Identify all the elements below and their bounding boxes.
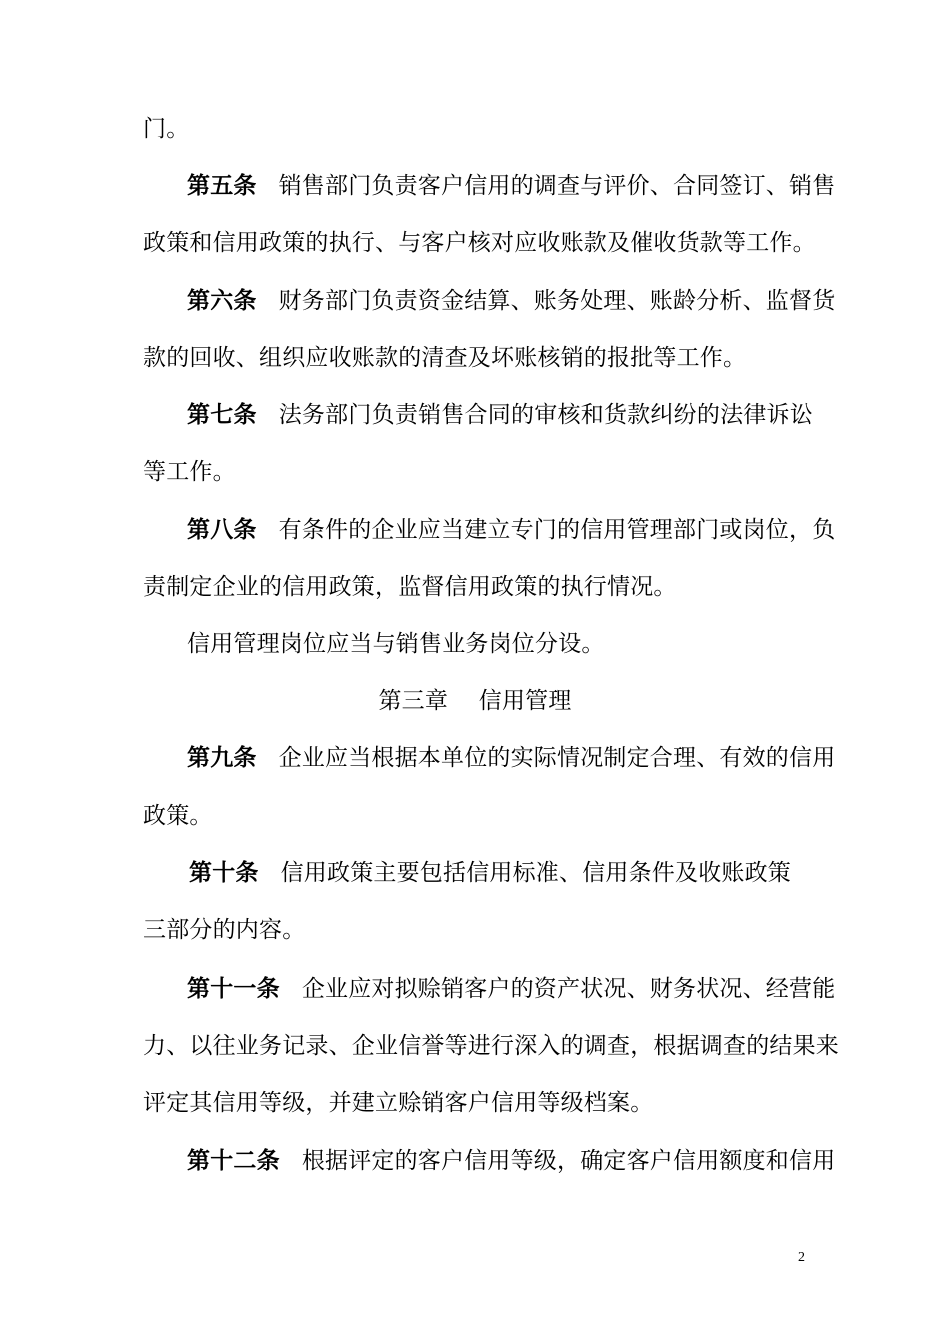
article-8-paragraph-2 [187,629,813,659]
body-text: 款的回收、组织应收账款的清查及坏账核销的报批等工作。 [143,345,747,371]
article-number: 第六条 [187,288,257,314]
article-7-line-1 [187,400,813,430]
body-text: 力、以往业务记录、企业信誉等进行深入的调查，根据调查的结果来 [143,1033,839,1059]
body-text: 三部分的内容。 [143,917,306,943]
body-text: 销售部门负责客户信用的调查与评价、合同签订、销售 [278,173,836,199]
article-10-line-2 [143,915,813,945]
article-11-line-2 [143,1031,839,1061]
article-10-line-1 [189,858,815,888]
article-9-line-2 [143,801,813,831]
chapter-heading [0,686,950,716]
body-text: 企业应当根据本单位的实际情况制定合理、有效的信用 [278,745,836,771]
body-text: 法务部门负责销售合同的审核和货款纠纷的法律诉讼 [278,402,813,428]
article-8-line-2 [143,572,813,602]
body-text: 门。 [143,116,190,142]
article-6-line-2 [143,343,813,373]
article-11-line-3 [143,1088,813,1118]
body-text: 政策。 [143,803,213,829]
article-number: 第十二条 [187,1148,280,1174]
body-text: 责制定企业的信用政策，监督信用政策的执行情况。 [143,574,677,600]
body-text: 信用政策主要包括信用标准、信用条件及收账政策 [280,860,792,886]
article-6-line-1 [187,286,836,316]
article-5-line-2 [143,228,816,258]
paragraph-continuation [143,114,813,144]
body-text: 有条件的企业应当建立专门的信用管理部门或岗位，负 [278,517,836,543]
body-text: 评定其信用等级，并建立赊销客户信用等级档案。 [143,1090,654,1116]
article-number: 第五条 [187,173,257,199]
article-5-line-1 [187,171,836,201]
article-number: 第九条 [187,745,257,771]
article-11-line-1 [187,974,836,1004]
body-text: 财务部门负责资金结算、账务处理、账龄分析、监督货 [278,288,836,314]
article-number: 第八条 [187,517,257,543]
body-text: 政策和信用政策的执行、与客户核对应收账款及催收货款等工作。 [143,230,816,256]
body-text: 等工作。 [143,459,236,485]
body-text: 信用管理岗位应当与销售业务岗位分设。 [187,631,605,657]
article-number: 第十一条 [187,976,280,1002]
body-text: 根据评定的客户信用等级，确定客户信用额度和信用 [301,1148,836,1174]
article-12-line-1 [187,1146,836,1176]
article-7-line-2 [143,457,813,487]
article-number: 第七条 [187,402,257,428]
chapter-title: 第三章 信用管理 [378,688,572,714]
body-text: 企业应对拟赊销客户的资产状况、财务状况、经营能 [301,976,836,1002]
article-8-line-1 [187,515,836,545]
article-9-line-1 [187,743,836,773]
page-number: 2 [798,1250,805,1265]
article-number: 第十条 [189,860,259,886]
